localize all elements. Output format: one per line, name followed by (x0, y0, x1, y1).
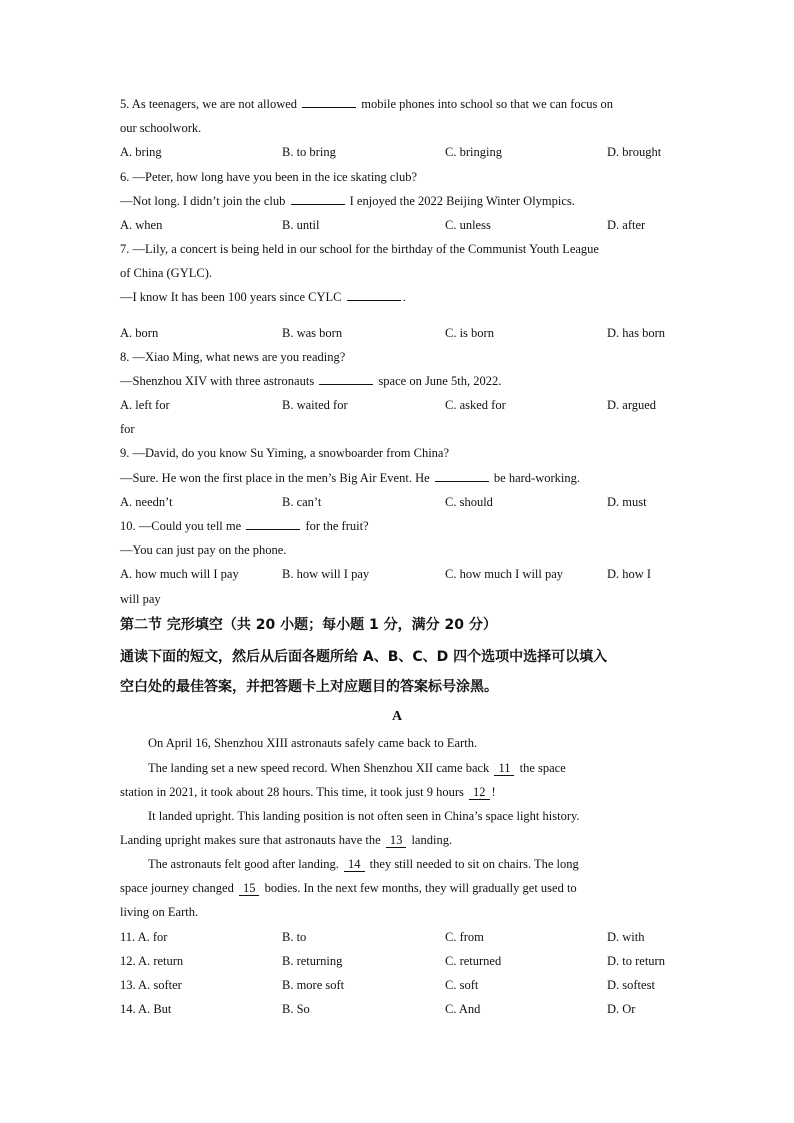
option-a: A. bring (120, 145, 162, 159)
option-c: C. returned (445, 954, 502, 968)
option-a: 11. A. for (120, 930, 168, 944)
question-text: —Shenzhou XIV with three astronauts (120, 374, 315, 388)
passage-line (120, 832, 452, 848)
option-c: C. bringing (445, 145, 502, 159)
option-d: D. softest (607, 978, 655, 992)
option-d: D. Or (607, 1002, 636, 1016)
section-heading: 第二节 完形填空（共 20 小题；每小题 1 分，满分 20 分） (120, 617, 497, 633)
option-d: D. has born (607, 326, 665, 340)
option-d: D. after (607, 218, 646, 232)
option-a: 12. A. return (120, 954, 184, 968)
option-c: C. asked for (445, 398, 506, 412)
option-c: C. is born (445, 326, 494, 340)
passage-line: living on Earth. (120, 905, 199, 919)
option-c: C. should (445, 495, 493, 509)
question-text: 5. As teenagers, we are not allowed (120, 97, 298, 111)
section-instructions-cont: 空白处的最佳答案，并把答题卡上对应题目的答案标号涂黑。 (120, 679, 498, 695)
question-9-response (120, 470, 580, 486)
option-a: A. born (120, 326, 159, 340)
answer-blank (435, 470, 489, 482)
passage-line (120, 880, 577, 896)
numbered-blank: 14 (344, 858, 365, 872)
option-b: B. can’t (282, 495, 322, 509)
passage-text: they still needed to sit on chairs. The long (369, 857, 579, 871)
option-c: C. from (445, 930, 484, 944)
question-text: mobile phones into school so that we can focus on (361, 97, 613, 111)
passage-text: The astronauts felt good after landing. (148, 857, 339, 871)
option-a: 14. A. But (120, 1002, 172, 1016)
question-8-response (120, 373, 501, 389)
option-d: D. must (607, 495, 647, 509)
question-9-stem: 9. —David, do you know Su Yiming, a snowboarder from China? (120, 446, 450, 460)
question-text: for the fruit? (305, 519, 369, 533)
question-text: —Sure. He won the first place in the men’s Big Air Event. He (120, 471, 430, 485)
passage-line: It landed upright. This landing position is not often seen in China’s space light history. (148, 809, 580, 823)
section-instructions: 通读下面的短文，然后从后面各题所给 A、B、C、D 四个选项中选择可以填入 (120, 649, 608, 665)
option-d-wrap: for (120, 422, 135, 436)
question-text: It has been 100 years since CYLC (170, 290, 342, 304)
answer-blank (291, 193, 345, 205)
passage-text: the space (519, 761, 566, 775)
question-6-stem: 6. —Peter, how long have you been in the ice skating club? (120, 170, 417, 184)
option-a: A. when (120, 218, 163, 232)
option-c: C. unless (445, 218, 491, 232)
option-d: D. with (607, 930, 645, 944)
passage-text: bodies. In the next few months, they will gradually get used to (264, 881, 577, 895)
passage-line (148, 760, 566, 776)
passage-text: space journey changed (120, 881, 234, 895)
option-b: B. how will I pay (282, 567, 370, 581)
numbered-blank: 12 (469, 786, 490, 800)
option-d-wrap: will pay (120, 592, 161, 606)
option-b: B. was born (282, 326, 343, 340)
question-10-stem (120, 518, 369, 534)
option-c: C. soft (445, 978, 479, 992)
question-text: I enjoyed the 2022 Beijing Winter Olympics. (349, 194, 575, 208)
question-text: be hard-working. (493, 471, 580, 485)
option-d: D. brought (607, 145, 662, 159)
question-5-stem-cont: our schoolwork. (120, 121, 202, 135)
option-a: A. needn’t (120, 495, 173, 509)
question-10-response: —You can just pay on the phone. (120, 543, 287, 557)
option-b: B. more soft (282, 978, 345, 992)
passage-text: The landing set a new speed record. When Shenzhou XII came back (148, 761, 490, 775)
option-c: C. And (445, 1002, 481, 1016)
passage-text: landing. (411, 833, 453, 847)
numbered-blank: 11 (494, 762, 514, 776)
answer-blank (347, 289, 401, 301)
question-6-response (120, 193, 575, 209)
passage-title: A (391, 709, 403, 724)
answer-blank (319, 373, 373, 385)
question-text: 10. —Could you tell me (120, 519, 242, 533)
question-8-stem: 8. —Xiao Ming, what news are you reading? (120, 350, 346, 364)
question-text: —I know (120, 290, 168, 304)
option-b: B. to (282, 930, 307, 944)
option-a: A. left for (120, 398, 170, 412)
question-7-stem: 7. —Lily, a concert is being held in our school for the birthday of the Communist Youth League (120, 242, 599, 256)
option-d: D. to return (607, 954, 665, 968)
passage-text: ! (491, 785, 496, 799)
option-b: B. returning (282, 954, 343, 968)
passage-line (148, 856, 579, 872)
answer-blank (246, 518, 300, 530)
option-a: A. how much will I pay (120, 567, 239, 581)
passage-line: On April 16, Shenzhou XIII astronauts safely came back to Earth. (148, 736, 478, 750)
question-text: —Not long. I didn’t join the club (120, 194, 286, 208)
passage-line (120, 784, 496, 800)
question-7-response: —I know It has been 100 years since CYLC . (120, 290, 406, 304)
passage-text: station in 2021, it took about 28 hours. This time, it took just 9 hours (120, 785, 464, 799)
answer-blank (302, 96, 356, 108)
option-b: B. until (282, 218, 320, 232)
passage-text: Landing upright makes sure that astronauts have the (120, 833, 381, 847)
option-d: D. argued (607, 398, 657, 412)
option-c: C. how much I will pay (445, 567, 564, 581)
option-b: B. So (282, 1002, 310, 1016)
question-7-stem-cont: of China (GYLC). (120, 266, 212, 280)
option-d: D. how I (607, 567, 652, 581)
numbered-blank: 15 (239, 882, 260, 896)
question-5-stem (120, 96, 613, 112)
question-text: space on June 5th, 2022. (378, 374, 502, 388)
option-b: B. waited for (282, 398, 348, 412)
option-b: B. to bring (282, 145, 336, 159)
numbered-blank: 13 (386, 834, 407, 848)
option-a: 13. A. softer (120, 978, 182, 992)
